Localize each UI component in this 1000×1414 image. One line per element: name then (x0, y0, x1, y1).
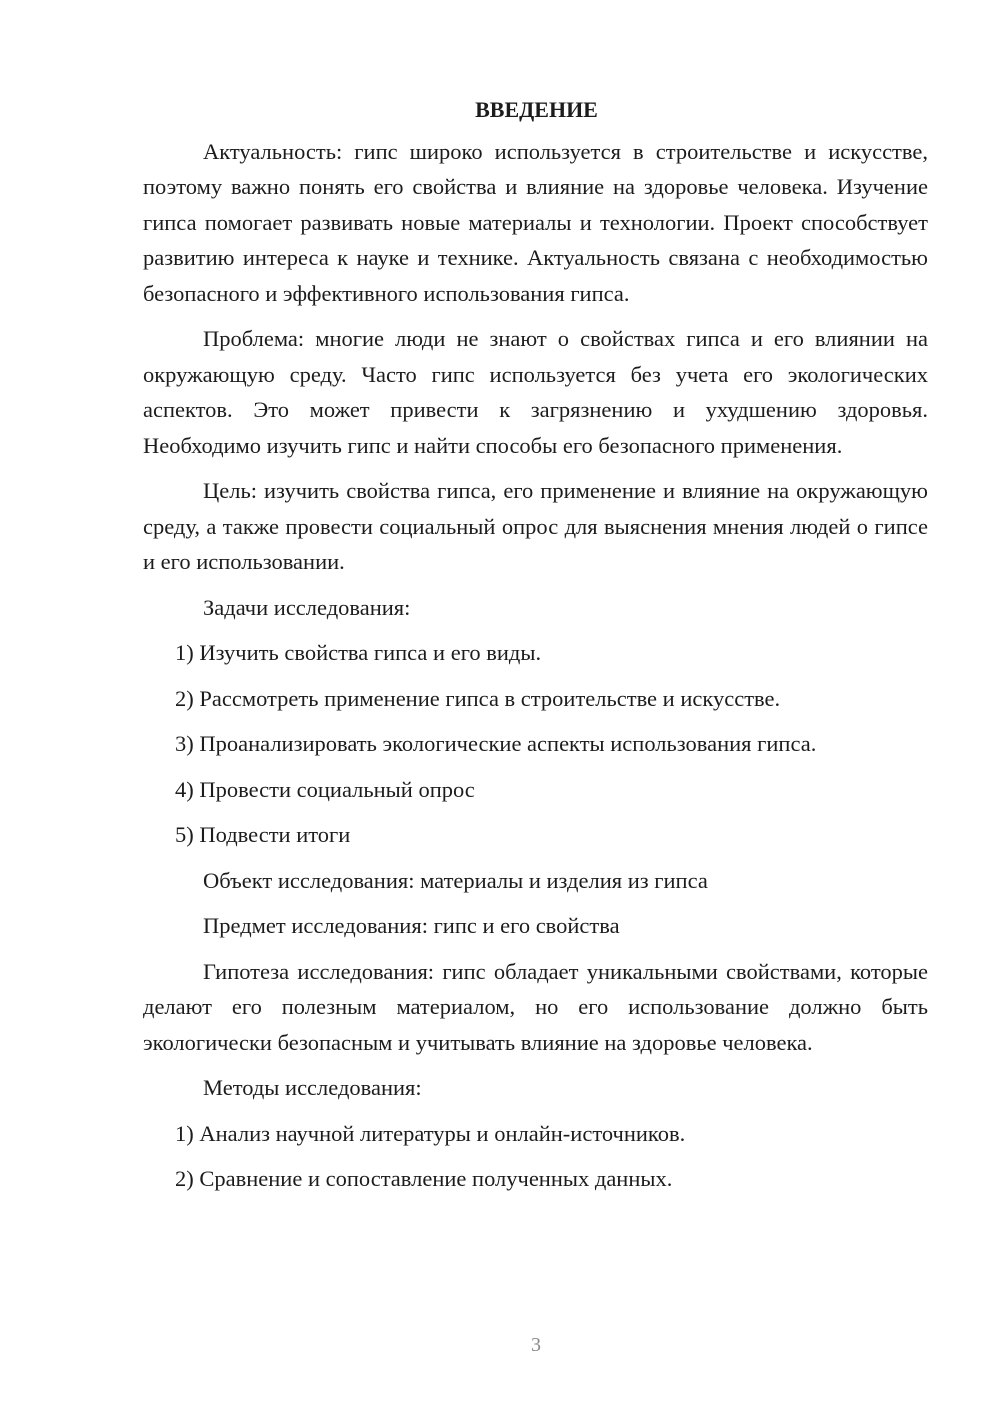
list-item: 1) Анализ научной литературы и онлайн-источников. (175, 1120, 686, 1146)
list-item: 2) Рассмотреть применение гипса в строительстве и искусстве. (175, 685, 781, 711)
subject-line: Предмет исследования: гипс и его свойства (203, 913, 620, 938)
tasks-list (143, 635, 928, 853)
goal-paragraph: Цель: изучить свойства гипса, его применение и влияние на окружающую среду, а также провести социальный опрос для выяснения мнения людей о гипсе и его использовании. (143, 478, 928, 574)
methods-list (143, 1116, 928, 1197)
list-item: 2) Сравнение и сопоставление полученных данных. (175, 1166, 673, 1191)
tasks-label: Задачи исследования: (203, 594, 411, 620)
relevance-paragraph: Актуальность: гипс широко используется в строительстве и искусстве, поэтому важно понять его свойства и влияние на здоровье человека. Изучение гипса помогает развивать новые материалы и технологии. Проект способствует развитию интереса к науке и технике. Актуальность связана с необходимостью безопасного и эффективного использования гипса. (143, 138, 928, 306)
methods-label: Методы исследования: (203, 1075, 422, 1100)
hypothesis-paragraph: Гипотеза исследования: гипс обладает уникальными свойствами, которые делают его полезным материалом, но его использование должно быть экологически безопасным и учитывать влияние на здоровье человека. (143, 958, 928, 1055)
page-number: 3 (531, 1334, 541, 1356)
page-content (143, 92, 928, 1207)
list-item: 4) Провести социальный опрос (175, 776, 475, 802)
list-item: 5) Подвести итоги (175, 822, 351, 847)
page-title: ВВЕДЕНИЕ (475, 97, 598, 122)
list-item: 1) Изучить свойства гипса и его виды. (175, 640, 542, 665)
object-line: Объект исследования: материалы и изделия из гипса (203, 867, 708, 893)
problem-paragraph: Проблема: многие люди не знают о свойствах гипса и его влиянии на окружающую среду. Часто гипс используется без учета его экологических аспектов. Это может привести к загрязнению и ухудшению здоровья. Необходимо изучить гипс и найти способы его безопасного применения. (143, 326, 928, 458)
list-item: 3) Проанализировать экологические аспекты использования гипса. (175, 731, 817, 756)
